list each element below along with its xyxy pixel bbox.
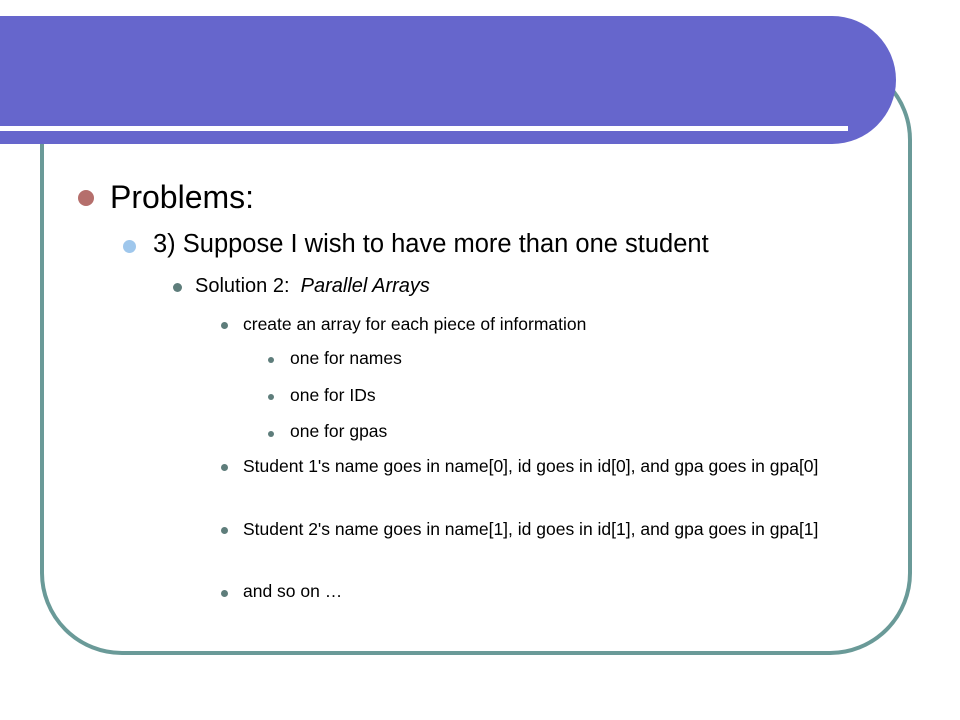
bullet-dot-icon bbox=[123, 240, 136, 253]
solution-emphasis: Parallel Arrays bbox=[300, 275, 430, 297]
list-item-gpas: one for gpas bbox=[290, 421, 388, 441]
bullet-dot-icon bbox=[268, 394, 274, 400]
list-item-student-2: Student 2's name goes in name[1], id goes in id[1], and gpa goes in gpa[1] bbox=[243, 519, 819, 539]
list-item-and-so-on: and so on … bbox=[243, 581, 343, 601]
solution-prefix: Solution 2: bbox=[195, 275, 301, 297]
list-item-student-1: Student 1's name goes in name[0], id goes in id[0], and gpa goes in gpa[0] bbox=[243, 456, 819, 476]
list-item-names: one for names bbox=[290, 348, 402, 368]
bullet-dot-icon bbox=[173, 283, 182, 292]
bullet-dot-icon bbox=[221, 464, 228, 471]
heading-problems: Problems: bbox=[110, 179, 255, 215]
bullet-dot-icon bbox=[221, 322, 228, 329]
subheading-suppose: 3) Suppose I wish to have more than one student bbox=[153, 230, 709, 258]
solution-label bbox=[195, 275, 430, 298]
bullet-dot-icon bbox=[268, 357, 274, 363]
bullet-dot-icon bbox=[221, 590, 228, 597]
list-item-ids: one for IDs bbox=[290, 385, 376, 405]
bullet-dot-icon bbox=[78, 190, 94, 206]
bullet-dot-icon bbox=[268, 431, 274, 437]
list-item-create-arrays: create an array for each piece of information bbox=[243, 314, 587, 334]
bullet-dot-icon bbox=[221, 527, 228, 534]
